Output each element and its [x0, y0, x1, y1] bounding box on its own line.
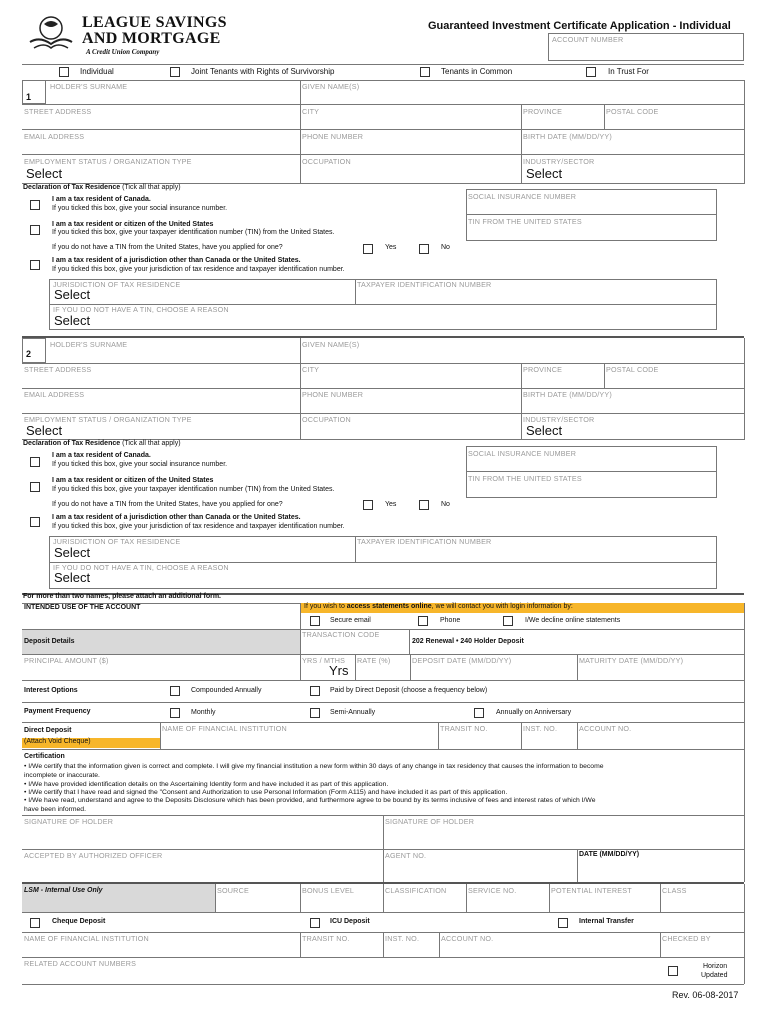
- cert-line-3: • I/We certify that I have read and signed the "Consent and Authorization to use Personal Information (Form A115) and have included it as part of this application.: [24, 789, 508, 796]
- cheque-deposit-checkbox[interactable]: [30, 918, 40, 928]
- checked-by-field[interactable]: [661, 932, 744, 957]
- employment-select[interactable]: Select: [26, 166, 63, 181]
- checked-by-label: CHECKED BY: [662, 934, 711, 943]
- tax-other-note: If you ticked this box, give your jurisdiction of tax residence and taxpayer identification number.: [52, 266, 345, 273]
- horizon-label: Horizon: [703, 963, 728, 970]
- org-tagline: A Credit Union Company: [86, 48, 160, 56]
- joint-tenants-label: Joint Tenants with Rights of Survivorship: [191, 67, 335, 76]
- service-field[interactable]: [467, 884, 549, 912]
- compounded-annually-label: Compounded Annually: [191, 687, 262, 694]
- source-label: SOURCE: [217, 886, 249, 895]
- surname-field[interactable]: [46, 338, 300, 363]
- date-field[interactable]: [578, 849, 744, 882]
- logo: [24, 12, 274, 58]
- email-label: EMAIL ADDRESS: [24, 132, 85, 141]
- secure-email-checkbox[interactable]: [310, 616, 320, 626]
- no-tin-reason-label: IF YOU DO NOT HAVE A TIN, CHOOSE A REASON: [53, 305, 229, 314]
- birth-date-label: BIRTH DATE (MM/DD/YY): [523, 132, 612, 141]
- date-label: DATE (MM/DD/YY): [579, 851, 640, 858]
- jurisdiction-label: JURISDICTION OF TAX RESIDENCE: [53, 537, 181, 546]
- province-field[interactable]: [522, 104, 604, 129]
- more-names-note: For more than two names, please attach an additional form.: [23, 593, 221, 600]
- surname-label: HOLDER'S SURNAME: [50, 82, 128, 91]
- org-name-line2: AND MORTGAGE: [82, 30, 221, 47]
- transaction-code-field[interactable]: [301, 629, 409, 654]
- employment-label: EMPLOYMENT STATUS / ORGANIZATION TYPE: [24, 157, 192, 166]
- internal-transfer-label: Internal Transfer: [579, 918, 634, 925]
- agent-label: AGENT NO.: [385, 851, 427, 860]
- in-trust-label: In Trust For: [608, 67, 649, 76]
- taxpayer-id-label: TAXPAYER IDENTIFICATION NUMBER: [357, 537, 492, 546]
- street-label: STREET ADDRESS: [24, 107, 92, 116]
- email-field[interactable]: [22, 388, 300, 413]
- tax-other-checkbox[interactable]: [30, 517, 40, 527]
- semi-annually-checkbox[interactable]: [310, 708, 320, 718]
- province-field[interactable]: [522, 363, 604, 388]
- dd-account-field[interactable]: [578, 722, 744, 749]
- cert-line-2: • I/We have provided identification details on the Ascertaining Identity form and have included it as part of this application.: [24, 781, 389, 788]
- birth-date-field[interactable]: [522, 388, 744, 413]
- individual-label: Individual: [80, 67, 114, 76]
- yrs-mths-select[interactable]: Yrs: [329, 663, 349, 678]
- tax-canada-checkbox[interactable]: [30, 457, 40, 467]
- signature-2-field[interactable]: [384, 815, 744, 849]
- tax-other-checkbox[interactable]: [30, 260, 40, 270]
- deposit-details-label: Deposit Details: [24, 638, 75, 645]
- icu-deposit-checkbox[interactable]: [310, 918, 320, 928]
- taxpayer-id-label: TAXPAYER IDENTIFICATION NUMBER: [357, 280, 492, 289]
- tin-question: If you do not have a TIN from the United States, have you applied for one?: [52, 244, 283, 251]
- updated-label: Updated: [701, 972, 728, 979]
- tax-title: Declaration of Tax Residence (Tick all that apply): [23, 184, 181, 191]
- street-field[interactable]: [22, 104, 300, 129]
- given-name-label: GIVEN NAME(S): [302, 340, 360, 349]
- employment-label: EMPLOYMENT STATUS / ORGANIZATION TYPE: [24, 415, 192, 424]
- bonus-label: BONUS LEVEL: [302, 886, 355, 895]
- signature-1-field[interactable]: [22, 815, 383, 849]
- tax-other-label: I am a tax resident of a jurisdiction other than Canada or the United States.: [52, 257, 301, 264]
- tenants-common-label: Tenants in Common: [441, 67, 513, 76]
- rate-field[interactable]: [356, 654, 410, 680]
- revision-date: Rev. 06-08-2017: [672, 990, 739, 1000]
- industry-label: INDUSTRY/SECTOR: [523, 415, 595, 424]
- cert-line-1: • I/We certify that the information given is correct and complete. I will give my financial institution a new form within 30 days of any change in tax residency that causes the information to become: [24, 763, 604, 770]
- given-name-field[interactable]: [301, 80, 744, 104]
- monthly-label: Monthly: [191, 709, 216, 716]
- taxpayer-id-field[interactable]: [356, 536, 717, 562]
- tax-us-checkbox[interactable]: [30, 482, 40, 492]
- phone-option-label: Phone: [440, 617, 461, 624]
- province-label: PROVINCE: [523, 107, 563, 116]
- surname-field[interactable]: [46, 80, 300, 104]
- classification-label: CLASSIFICATION: [385, 886, 447, 895]
- semi-annually-label: Semi-Annually: [330, 709, 376, 716]
- no-tin-reason-select[interactable]: Select: [54, 570, 91, 585]
- officer-field[interactable]: [22, 849, 383, 882]
- interest-options-label: Interest Options: [24, 687, 78, 694]
- internal-institution-label: NAME OF FINANCIAL INSTITUTION: [24, 934, 149, 943]
- decline-online-label: I/We decline online statements: [525, 617, 621, 624]
- surname-label: HOLDER'S SURNAME: [50, 340, 128, 349]
- taxpayer-id-field[interactable]: [356, 279, 717, 304]
- payment-frequency-label: Payment Frequency: [24, 708, 91, 715]
- tax-canada-label: I am a tax resident of Canada.: [52, 196, 151, 203]
- classification-field[interactable]: [384, 884, 466, 912]
- tax-us-checkbox[interactable]: [30, 225, 40, 235]
- tin-us-label: TIN FROM THE UNITED STATES: [468, 217, 582, 226]
- phone-checkbox[interactable]: [418, 616, 428, 626]
- tax-other-note: If you ticked this box, give your jurisdiction of tax residence and taxpayer identification number.: [52, 523, 345, 530]
- yrs-mths-label: YRS / MTHS: [302, 656, 346, 665]
- sin-label: SOCIAL INSURANCE NUMBER: [468, 192, 577, 201]
- internal-inst-field[interactable]: [384, 932, 439, 957]
- no-tin-reason-select[interactable]: Select: [54, 313, 91, 328]
- transaction-code-label: TRANSACTION CODE: [302, 630, 380, 639]
- industry-label: INDUSTRY/SECTOR: [523, 157, 595, 166]
- postal-field[interactable]: [605, 363, 744, 388]
- jurisdiction-select[interactable]: Select: [54, 287, 91, 302]
- tax-canada-checkbox[interactable]: [30, 200, 40, 210]
- province-label: PROVINCE: [523, 365, 563, 374]
- tax-canada-note: If you ticked this box, give your social insurance number.: [52, 461, 228, 468]
- online-statements-notice: If you wish to access statements online, we will contact you with login information by:: [304, 603, 573, 610]
- tin-us-label: TIN FROM THE UNITED STATES: [468, 474, 582, 483]
- rate-label: RATE (%): [357, 656, 391, 665]
- tin-applied-yes-checkbox[interactable]: [363, 500, 373, 510]
- related-accounts-label: RELATED ACCOUNT NUMBERS: [24, 959, 137, 968]
- phone-label: PHONE NUMBER: [302, 390, 364, 399]
- tax-title: Declaration of Tax Residence (Tick all that apply): [23, 440, 181, 447]
- jurisdiction-label: JURISDICTION OF TAX RESIDENCE: [53, 280, 181, 289]
- dd-institution-field[interactable]: [161, 722, 438, 749]
- dd-inst-field[interactable]: [522, 722, 577, 749]
- deposit-date-label: DEPOSIT DATE (MM/DD/YY): [412, 656, 512, 665]
- internal-account-label: ACCOUNT NO.: [441, 934, 494, 943]
- attach-cheque-note: (Attach Void Cheque): [24, 738, 91, 745]
- occupation-field[interactable]: [301, 413, 521, 440]
- principal-label: PRINCIPAL AMOUNT ($): [24, 656, 109, 665]
- transaction-code-value: 202 Renewal • 240 Holder Deposit: [412, 638, 524, 645]
- industry-select[interactable]: Select: [526, 423, 563, 438]
- horizon-updated-checkbox[interactable]: [668, 966, 678, 976]
- tenants-common-checkbox[interactable]: [420, 67, 430, 77]
- phone-label: PHONE NUMBER: [302, 132, 364, 141]
- postal-label: POSTAL CODE: [606, 365, 659, 374]
- internal-use-title: LSM - Internal Use Only: [24, 887, 103, 894]
- internal-account-field[interactable]: [440, 932, 660, 957]
- joint-tenants-checkbox[interactable]: [170, 67, 180, 77]
- holder-number: 2: [26, 349, 32, 359]
- decline-online-checkbox[interactable]: [503, 616, 513, 626]
- dd-institution-label: NAME OF FINANCIAL INSTITUTION: [162, 724, 287, 733]
- intended-use-field[interactable]: [22, 612, 300, 630]
- class-field[interactable]: [661, 884, 744, 912]
- account-number-label: ACCOUNT NUMBER: [552, 35, 624, 44]
- paid-direct-deposit-checkbox[interactable]: [310, 686, 320, 696]
- tin-no-label: No: [441, 501, 450, 508]
- birth-date-label: BIRTH DATE (MM/DD/YY): [523, 390, 612, 399]
- postal-field[interactable]: [605, 104, 744, 129]
- tax-us-label: I am a tax resident or citizen of the United States: [52, 477, 214, 484]
- tin-yes-label: Yes: [385, 501, 397, 508]
- tax-other-label: I am a tax resident of a jurisdiction other than Canada or the United States.: [52, 514, 301, 521]
- maturity-date-label: MATURITY DATE (MM/DD/YY): [579, 656, 684, 665]
- cheque-deposit-label: Cheque Deposit: [52, 918, 106, 925]
- occupation-label: OCCUPATION: [302, 157, 351, 166]
- dd-transit-field[interactable]: [439, 722, 521, 749]
- given-name-field[interactable]: [301, 338, 744, 363]
- form-title: Guaranteed Investment Certificate Application - Individual: [428, 20, 731, 32]
- tin-no-label: No: [441, 244, 450, 251]
- tax-canada-note: If you ticked this box, give your social insurance number.: [52, 205, 228, 212]
- compounded-annually-checkbox[interactable]: [170, 686, 180, 696]
- tax-us-label: I am a tax resident or citizen of the United States: [52, 221, 214, 228]
- intended-use-label: INTENDED USE OF THE ACCOUNT: [24, 604, 141, 611]
- annually-anniversary-checkbox[interactable]: [474, 708, 484, 718]
- signature-2-label: SIGNATURE OF HOLDER: [385, 817, 475, 826]
- email-field[interactable]: [22, 129, 300, 154]
- occupation-label: OCCUPATION: [302, 415, 351, 424]
- potential-interest-label: POTENTIAL INTEREST: [551, 886, 632, 895]
- monthly-checkbox[interactable]: [170, 708, 180, 718]
- given-name-label: GIVEN NAME(S): [302, 82, 360, 91]
- cert-line-1b: incomplete or inaccurate.: [24, 772, 100, 779]
- deposit-date-field[interactable]: [411, 654, 577, 680]
- org-name-line1: LEAGUE SAVINGS: [82, 14, 227, 31]
- tax-us-note: If you ticked this box, give your taxpayer identification number (TIN) from the United States.: [52, 229, 335, 236]
- maturity-date-field[interactable]: [578, 654, 744, 680]
- city-label: CITY: [302, 365, 320, 374]
- logo-emblem-icon: [24, 14, 78, 54]
- dd-account-label: ACCOUNT NO.: [579, 724, 632, 733]
- internal-inst-label: INST. NO.: [385, 934, 420, 943]
- cert-line-4b: have been informed.: [24, 806, 86, 813]
- class-label: CLASS: [662, 886, 687, 895]
- annually-anniversary-label: Annually on Anniversary: [496, 709, 572, 716]
- tin-applied-no-checkbox[interactable]: [419, 500, 429, 510]
- tax-us-note: If you ticked this box, give your taxpayer identification number (TIN) from the United States.: [52, 486, 335, 493]
- officer-label: ACCEPTED BY AUTHORIZED OFFICER: [24, 851, 163, 860]
- direct-deposit-label: Direct Deposit: [24, 727, 72, 734]
- city-field[interactable]: [301, 104, 521, 129]
- street-field[interactable]: [22, 363, 300, 388]
- individual-checkbox[interactable]: [59, 67, 69, 77]
- source-field[interactable]: [216, 884, 300, 912]
- principal-field[interactable]: [22, 654, 300, 680]
- dd-inst-label: INST. NO.: [523, 724, 558, 733]
- tin-applied-yes-checkbox[interactable]: [363, 244, 373, 254]
- potential-interest-field[interactable]: [550, 884, 660, 912]
- icu-deposit-label: ICU Deposit: [330, 918, 370, 925]
- dd-transit-label: TRANSIT NO.: [440, 724, 488, 733]
- holder-number: 1: [26, 92, 32, 102]
- sin-label: SOCIAL INSURANCE NUMBER: [468, 449, 577, 458]
- signature-1-label: SIGNATURE OF HOLDER: [24, 817, 114, 826]
- industry-select[interactable]: Select: [526, 166, 563, 181]
- internal-transit-field[interactable]: [301, 932, 383, 957]
- tin-applied-no-checkbox[interactable]: [419, 244, 429, 254]
- tax-canada-label: I am a tax resident of Canada.: [52, 452, 151, 459]
- city-field[interactable]: [301, 363, 521, 388]
- tin-question: If you do not have a TIN from the United States, have you applied for one?: [52, 501, 283, 508]
- cert-line-4: • I/We have read, understand and agree to the Deposits Disclosure which has been provided, and furthermore agree to be bound by its terms inclusive of fees and interest rates of which I/We: [24, 797, 596, 804]
- in-trust-checkbox[interactable]: [586, 67, 596, 77]
- occupation-field[interactable]: [301, 154, 521, 184]
- secure-email-label: Secure email: [330, 617, 371, 624]
- employment-select[interactable]: Select: [26, 423, 63, 438]
- service-label: SERVICE NO.: [468, 886, 517, 895]
- internal-transfer-checkbox[interactable]: [558, 918, 568, 928]
- street-label: STREET ADDRESS: [24, 365, 92, 374]
- internal-transit-label: TRANSIT NO.: [302, 934, 350, 943]
- internal-institution-field[interactable]: [22, 932, 300, 957]
- bonus-field[interactable]: [301, 884, 383, 912]
- postal-label: POSTAL CODE: [606, 107, 659, 116]
- related-accounts-field[interactable]: [22, 957, 660, 984]
- no-tin-reason-label: IF YOU DO NOT HAVE A TIN, CHOOSE A REASON: [53, 563, 229, 572]
- birth-date-field[interactable]: [522, 129, 744, 154]
- jurisdiction-select[interactable]: Select: [54, 545, 91, 560]
- certification-title: Certification: [24, 753, 65, 760]
- paid-direct-deposit-label: Paid by Direct Deposit (choose a frequency below): [330, 687, 488, 694]
- phone-field[interactable]: [301, 129, 521, 154]
- phone-field[interactable]: [301, 388, 521, 413]
- agent-field[interactable]: [384, 849, 577, 882]
- tin-yes-label: Yes: [385, 244, 397, 251]
- email-label: EMAIL ADDRESS: [24, 390, 85, 399]
- city-label: CITY: [302, 107, 320, 116]
